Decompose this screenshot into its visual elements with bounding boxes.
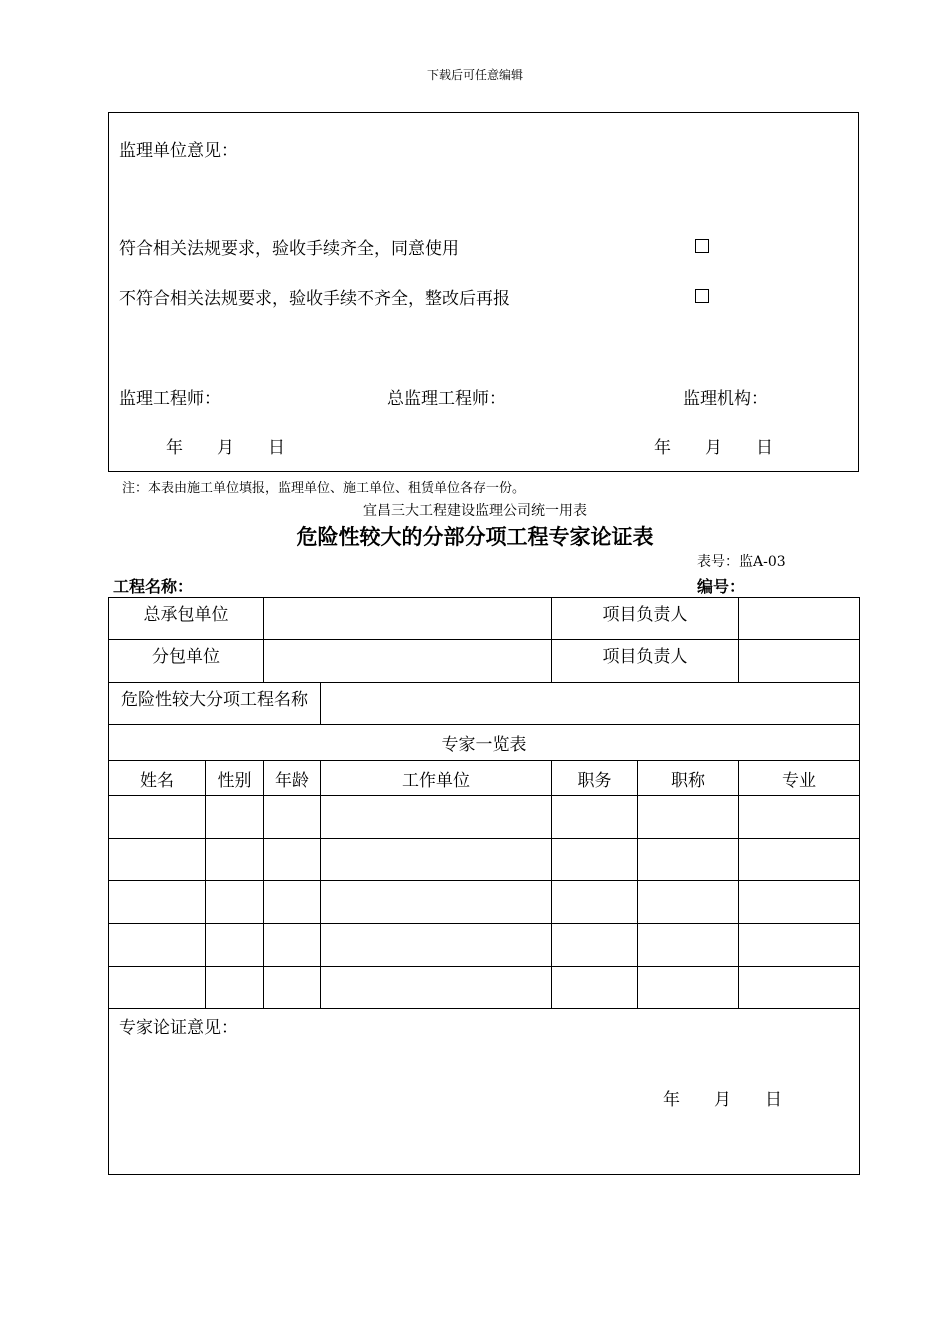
expert-cell[interactable] bbox=[109, 839, 206, 881]
project-item-name-label: 危险性较大分项工程名称 bbox=[109, 683, 321, 725]
expert-cell[interactable] bbox=[552, 796, 638, 839]
table-row bbox=[109, 640, 860, 683]
expert-cell[interactable] bbox=[264, 881, 321, 924]
project-manager-label-2: 项目负责人 bbox=[552, 640, 739, 683]
subcontractor-label: 分包单位 bbox=[109, 640, 264, 683]
subcontractor-field[interactable] bbox=[264, 640, 552, 683]
column-header-specialty: 专业 bbox=[739, 761, 860, 796]
column-header-age: 年龄 bbox=[264, 761, 321, 796]
expert-row bbox=[109, 881, 860, 924]
table-row bbox=[109, 598, 860, 640]
form-number: 表号：监A-03 bbox=[697, 554, 786, 570]
expert-cell[interactable] bbox=[638, 839, 739, 881]
expert-cell[interactable] bbox=[264, 839, 321, 881]
header-note: 下载后可任意编辑 bbox=[426, 68, 523, 82]
date-right: 年 月 日 bbox=[654, 438, 773, 458]
expert-cell[interactable] bbox=[638, 924, 739, 967]
expert-opinion-date: 年 月 日 bbox=[663, 1090, 782, 1110]
chief-engineer-label: 总监理工程师： bbox=[387, 389, 506, 409]
table-row bbox=[109, 683, 860, 725]
expert-opinion-label: 专家论证意见： bbox=[119, 1018, 238, 1038]
expert-cell[interactable] bbox=[264, 967, 321, 1009]
expert-cell[interactable] bbox=[321, 881, 552, 924]
expert-cell[interactable] bbox=[206, 796, 264, 839]
expert-cell[interactable] bbox=[638, 967, 739, 1009]
expert-cell[interactable] bbox=[552, 967, 638, 1009]
supervising-engineer-label: 监理工程师： bbox=[119, 389, 221, 409]
expert-cell[interactable] bbox=[109, 796, 206, 839]
expert-opinion-cell[interactable] bbox=[109, 1009, 860, 1175]
expert-cell[interactable] bbox=[264, 924, 321, 967]
general-contractor-label: 总承包单位 bbox=[109, 598, 264, 640]
expert-cell[interactable] bbox=[552, 839, 638, 881]
expert-row bbox=[109, 839, 860, 881]
table-row bbox=[109, 725, 860, 761]
approve-option-label: 符合相关法规要求，验收手续齐全，同意使用 bbox=[119, 239, 459, 259]
expert-cell[interactable] bbox=[739, 967, 860, 1009]
expert-cell[interactable] bbox=[206, 924, 264, 967]
project-manager-label-1: 项目负责人 bbox=[552, 598, 739, 640]
column-header-name: 姓名 bbox=[109, 761, 206, 796]
expert-cell[interactable] bbox=[638, 796, 739, 839]
reject-option-label: 不符合相关法规要求，验收手续不齐全，整改后再报 bbox=[119, 289, 510, 309]
expert-cell[interactable] bbox=[321, 839, 552, 881]
expert-cell[interactable] bbox=[109, 967, 206, 1009]
expert-cell[interactable] bbox=[321, 967, 552, 1009]
company-name: 宜昌三大工程建设监理公司统一用表 bbox=[363, 503, 587, 519]
approve-checkbox[interactable] bbox=[695, 239, 709, 253]
table-header-row bbox=[109, 761, 860, 796]
expert-cell[interactable] bbox=[206, 881, 264, 924]
column-header-workplace: 工作单位 bbox=[321, 761, 552, 796]
form-title: 危险性较大的分部分项工程专家论证表 bbox=[296, 524, 654, 549]
project-manager-field-2[interactable] bbox=[739, 640, 860, 683]
expert-review-table bbox=[108, 597, 860, 1175]
expert-list-title: 专家一览表 bbox=[109, 725, 860, 761]
expert-cell[interactable] bbox=[109, 924, 206, 967]
column-header-position: 职务 bbox=[552, 761, 638, 796]
supervision-opinion-label: 监理单位意见： bbox=[119, 141, 238, 161]
expert-cell[interactable] bbox=[552, 881, 638, 924]
expert-row bbox=[109, 796, 860, 839]
expert-cell[interactable] bbox=[638, 881, 739, 924]
project-manager-field-1[interactable] bbox=[739, 598, 860, 640]
expert-cell[interactable] bbox=[206, 967, 264, 1009]
expert-cell[interactable] bbox=[109, 881, 206, 924]
expert-cell[interactable] bbox=[264, 796, 321, 839]
expert-cell[interactable] bbox=[321, 924, 552, 967]
date-left: 年 月 日 bbox=[166, 438, 285, 458]
expert-cell[interactable] bbox=[739, 796, 860, 839]
expert-cell[interactable] bbox=[739, 924, 860, 967]
expert-row bbox=[109, 924, 860, 967]
supervision-opinion-box bbox=[108, 112, 859, 472]
general-contractor-field[interactable] bbox=[264, 598, 552, 640]
project-item-name-field[interactable] bbox=[321, 683, 860, 725]
supervision-agency-label: 监理机构： bbox=[683, 389, 768, 409]
column-header-gender: 性别 bbox=[206, 761, 264, 796]
project-name-label: 工程名称： bbox=[113, 577, 194, 596]
expert-cell[interactable] bbox=[739, 839, 860, 881]
serial-number-label: 编号： bbox=[697, 577, 746, 596]
column-header-title: 职称 bbox=[638, 761, 739, 796]
reject-checkbox[interactable] bbox=[695, 289, 709, 303]
expert-cell[interactable] bbox=[739, 881, 860, 924]
expert-cell[interactable] bbox=[552, 924, 638, 967]
expert-opinion-row bbox=[109, 1009, 860, 1175]
expert-cell[interactable] bbox=[206, 839, 264, 881]
footnote: 注：本表由施工单位填报，监理单位、施工单位、租赁单位各存一份。 bbox=[122, 481, 526, 496]
expert-row bbox=[109, 967, 860, 1009]
expert-cell[interactable] bbox=[321, 796, 552, 839]
